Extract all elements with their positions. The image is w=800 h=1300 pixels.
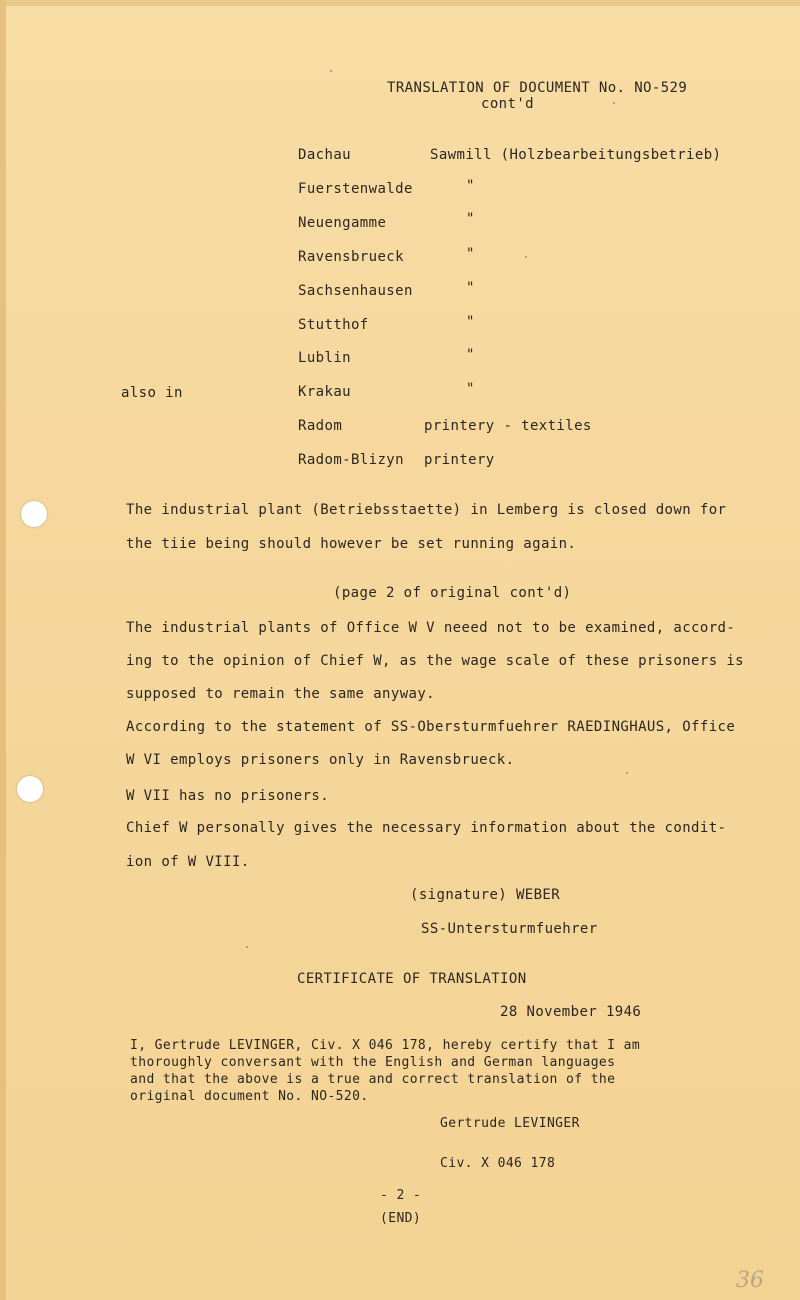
paper-speck bbox=[330, 70, 332, 72]
plant-type: Sawmill (Holzbearbeitungsbetrieb) bbox=[430, 147, 722, 163]
page-note: (page 2 of original cont'd) bbox=[333, 585, 572, 601]
body-line: ion of W VIII. bbox=[126, 854, 250, 870]
end-marker: (END) bbox=[380, 1211, 422, 1226]
plant-type: " bbox=[466, 347, 475, 363]
certificate-line: thoroughly conversant with the English and German languages bbox=[130, 1055, 616, 1070]
plant-type: " bbox=[466, 280, 475, 296]
plant-type: " bbox=[466, 381, 475, 397]
document-subtitle: cont'd bbox=[481, 96, 534, 112]
body-line: the tiie being should however be set running again. bbox=[126, 536, 577, 552]
translator-civ: Civ. X 046 178 bbox=[440, 1156, 556, 1171]
body-line: According to the statement of SS-Obersturmfuehrer RAEDINGHAUS, Office bbox=[126, 719, 736, 735]
plant-camp: Sachsenhausen bbox=[298, 283, 413, 299]
certificate-line: and that the above is a true and correct translation of the bbox=[130, 1072, 616, 1087]
plant-type: " bbox=[466, 178, 475, 194]
plant-camp: Dachau bbox=[298, 147, 351, 163]
document-title: TRANSLATION OF DOCUMENT No. NO-529 bbox=[387, 80, 688, 96]
plant-camp: Fuerstenwalde bbox=[298, 181, 413, 197]
body-line: Chief W personally gives the necessary information about the condit- bbox=[126, 820, 727, 836]
plant-camp: Krakau bbox=[298, 384, 351, 400]
plant-camp: Neuengamme bbox=[298, 215, 387, 231]
page-number: - 2 - bbox=[380, 1188, 422, 1203]
paper-speck bbox=[525, 256, 527, 258]
plant-camp: Stutthof bbox=[298, 317, 369, 333]
certificate-title: CERTIFICATE OF TRANSLATION bbox=[297, 971, 527, 987]
signature-name: (signature) WEBER bbox=[410, 887, 561, 903]
certificate-line: I, Gertrude LEVINGER, Civ. X 046 178, hereby certify that I am bbox=[130, 1038, 641, 1053]
signature-rank: SS-Untersturmfuehrer bbox=[421, 921, 598, 937]
punch-hole-icon bbox=[17, 776, 43, 802]
plant-prefix: also in bbox=[121, 385, 183, 401]
plant-type: " bbox=[466, 246, 475, 262]
plant-type: printery bbox=[424, 452, 495, 468]
body-line: W VII has no prisoners. bbox=[126, 788, 330, 804]
body-line: The industrial plant (Betriebsstaette) in Lemberg is closed down for bbox=[126, 502, 727, 518]
plant-camp: Radom-Blizyn bbox=[298, 452, 404, 468]
pencil-page-number: 36 bbox=[736, 1268, 764, 1293]
body-line: supposed to remain the same anyway. bbox=[126, 686, 436, 702]
certificate-date: 28 November 1946 bbox=[500, 1004, 642, 1020]
body-line: W VI employs prisoners only in Ravensbrueck. bbox=[126, 752, 515, 768]
paper-left-edge bbox=[0, 0, 6, 1300]
plant-type: " bbox=[466, 314, 475, 330]
paper-speck bbox=[626, 772, 628, 774]
body-line: ing to the opinion of Chief W, as the wage scale of these prisoners is bbox=[126, 653, 745, 669]
plant-type: " bbox=[466, 211, 475, 227]
certificate-line: original document No. NO-520. bbox=[130, 1089, 369, 1104]
plant-camp: Ravensbrueck bbox=[298, 249, 404, 265]
translator-name: Gertrude LEVINGER bbox=[440, 1116, 580, 1131]
plant-camp: Lublin bbox=[298, 350, 351, 366]
punch-hole-icon bbox=[21, 501, 47, 527]
body-line: The industrial plants of Office W V neeed not to be examined, accord- bbox=[126, 620, 736, 636]
plant-type: printery - textiles bbox=[424, 418, 592, 434]
paper-speck bbox=[246, 946, 248, 948]
paper-top-edge bbox=[0, 0, 800, 6]
plant-camp: Radom bbox=[298, 418, 343, 434]
paper-speck bbox=[613, 102, 615, 104]
